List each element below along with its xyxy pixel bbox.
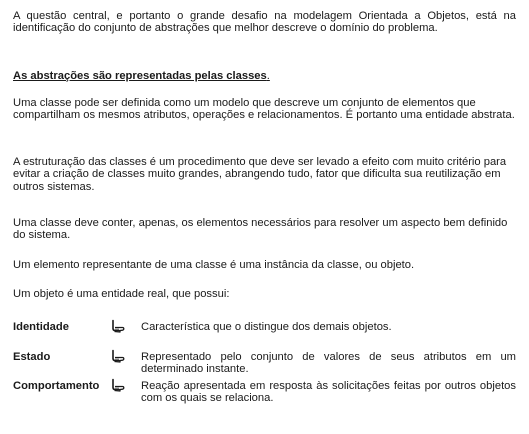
definition-term: Estado xyxy=(13,351,51,363)
instance-paragraph: Um elemento representante de uma classe é uma instância da classe, ou objeto. xyxy=(13,259,415,271)
hand-pointing-right-icon xyxy=(111,349,125,363)
definition-term: Identidade xyxy=(13,321,69,333)
hand-pointing-right-icon xyxy=(111,319,125,333)
class-definition-paragraph: Uma classe pode ser definida como um modelo que descreve um conjunto de elementos que compartilham os mesmos atributos, operações e relacionamentos. É portanto uma entidade abstrata. xyxy=(13,97,515,122)
section-heading-text: As abstrações são representadas pelas classes xyxy=(13,70,267,82)
definition-description: Característica que o distingue dos demais objetos. xyxy=(141,321,392,333)
class-content-paragraph: Uma classe deve conter, apenas, os elementos necessários para resolver um aspecto bem definido do sistema. xyxy=(13,217,508,242)
object-intro-paragraph: Um objeto é uma entidade real, que possui: xyxy=(13,288,230,300)
intro-paragraph: A questão central, e portanto o grande desafio na modelagem Orientada a Objetos, está na identificação do conjunto de abstrações que melhor descreve o domínio do problema. xyxy=(13,10,516,35)
section-heading xyxy=(13,70,270,82)
section-heading-period: . xyxy=(266,70,270,82)
definition-description: Reação apresentada em resposta às solicitações feitas por outros objetos com os quais se relaciona. xyxy=(141,380,516,405)
class-structuring-paragraph: A estruturação das classes é um procedimento que deve ser levado a efeito com muito critério para evitar a criação de classes muito grandes, abrangendo tudo, fator que dificulta sua reutilização em outros sistemas. xyxy=(13,156,507,193)
definition-term: Comportamento xyxy=(13,380,100,392)
definition-description: Representado pelo conjunto de valores de seus atributos em um determinado instante. xyxy=(141,351,516,376)
hand-pointing-right-icon xyxy=(111,378,125,392)
